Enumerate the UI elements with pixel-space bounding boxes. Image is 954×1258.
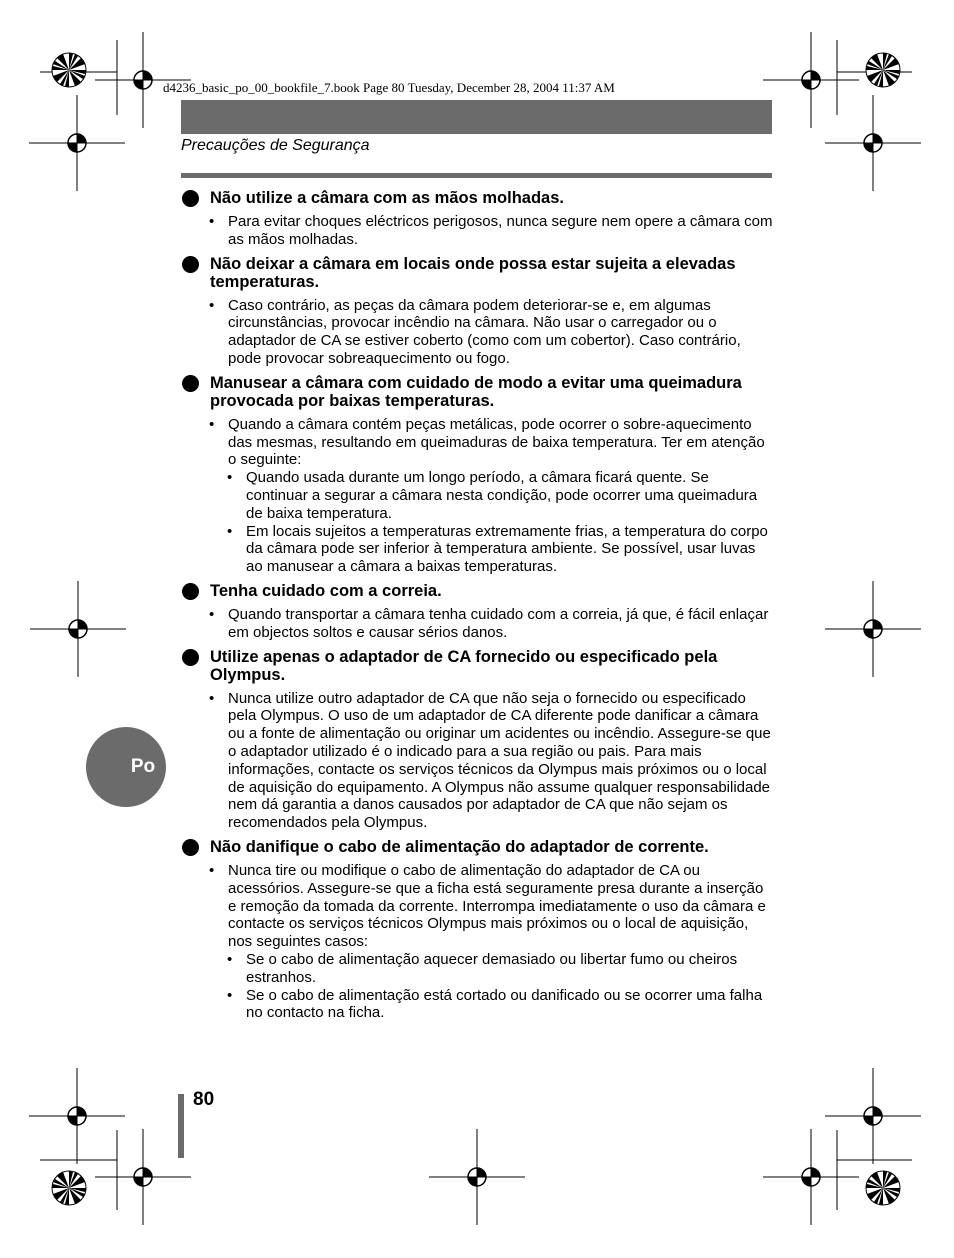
page-title: Precauções de Segurança — [181, 137, 370, 154]
section-heading — [181, 838, 773, 856]
section-heading-text: Não utilize a câmara com as mãos molhadas. — [210, 189, 564, 207]
section-heading-text: Tenha cuidado com a correia. — [210, 581, 442, 600]
sub-list-item-text: Se o cabo de alimentação aquecer demasiado ou libertar fumo ou cheiros estranhos. — [246, 950, 738, 986]
sub-list-item — [181, 987, 773, 1023]
list-item-text: Quando transportar a câmara tenha cuidado com a correia, já que, é fácil enlaçar em objectos soltos e causar sérios danos. — [228, 605, 769, 641]
page-number-bar — [178, 1094, 184, 1158]
section-heading — [181, 582, 773, 600]
list-item-text: Nunca tire ou modifique o cabo de alimentação do adaptador de CA ou acessórios. Assegure-se que a ficha está seguramente presa durante a inserção e remoção da tomada da corrente. Interrompa imediatamente o uso da câmara e contacte os serviços técnicos Olympus mais próximos ou o local de aquisição, nos seguintes casos: — [228, 861, 766, 951]
sub-list-item — [181, 523, 773, 576]
safety-section — [181, 374, 773, 582]
bullet-dot-icon — [182, 583, 199, 600]
bullet-mark-icon: • — [227, 522, 233, 540]
header-rule — [181, 173, 772, 178]
safety-section — [181, 648, 773, 838]
bullet-mark-icon: • — [227, 469, 233, 487]
bullet-mark-icon: • — [227, 950, 233, 968]
bullet-dot-icon — [182, 190, 199, 207]
sub-list-item-text: Quando usada durante um longo período, a câmara ficará quente. Se continuar a segurar a câmara nesta condição, pode ocorrer uma queimadura de baixa temperatura. — [246, 469, 758, 522]
safety-content — [181, 189, 773, 1028]
section-heading-text: Não deixar a câmara em locais onde possa estar sujeita a elevadas temperaturas. — [210, 254, 736, 291]
bullet-dot-icon — [182, 839, 199, 856]
page-number: 80 — [193, 1089, 215, 1110]
bullet-dot-icon — [182, 649, 199, 666]
section-heading — [181, 648, 773, 684]
list-item — [181, 297, 773, 368]
safety-section — [181, 582, 773, 648]
bullet-dot-icon — [182, 256, 199, 273]
section-heading-text: Manusear a câmara com cuidado de modo a evitar uma queimadura provocada por baixas temperaturas. — [210, 373, 742, 410]
bullet-mark-icon: • — [227, 986, 233, 1004]
safety-section — [181, 189, 773, 255]
safety-section — [181, 838, 773, 1028]
bullet-mark-icon: • — [209, 605, 215, 623]
list-item — [181, 416, 773, 469]
book-file-line: d4236_basic_po_00_bookfile_7.book Page 80 Tuesday, December 28, 2004 11:37 AM — [163, 80, 615, 95]
sub-list-item — [181, 951, 773, 987]
bullet-mark-icon: • — [209, 213, 215, 230]
section-heading — [181, 189, 773, 207]
header-bar — [181, 100, 772, 134]
list-item-text: Para evitar choques eléctricos perigosos, nunca segure nem opere a câmara com as mãos molhadas. — [228, 213, 773, 248]
safety-section — [181, 255, 773, 374]
bullet-mark-icon: • — [209, 415, 215, 433]
section-heading — [181, 255, 773, 291]
section-heading — [181, 374, 773, 410]
list-item-text: Caso contrário, as peças da câmara podem deteriorar-se e, em algumas circunstâncias, provocar incêndio na câmara. Não usar o carregador ou o adaptador de CA se estiver coberto (como com um cobertor). Caso contrário, pode provocar sobreaquecimento ou fogo. — [228, 296, 741, 367]
bullet-mark-icon: • — [209, 861, 215, 879]
list-item-text: Quando a câmara contém peças metálicas, pode ocorrer o sobre-aquecimento das mesmas, resultando em queimaduras de baixa temperatura. Ter em atenção o seguinte: — [228, 415, 765, 469]
bullet-mark-icon: • — [209, 296, 215, 314]
list-item — [181, 606, 773, 642]
bullet-dot-icon — [182, 375, 199, 392]
list-item — [181, 862, 773, 951]
section-spacer — [181, 1022, 773, 1028]
sub-list-item-text: Em locais sujeitos a temperaturas extremamente frias, a temperatura do corpo da câmara pode ser inferior à temperatura ambiente. Se possível, usar luvas ao manusear a câmara a baixas temperaturas. — [246, 522, 768, 576]
section-heading-text: Utilize apenas o adaptador de CA fornecido ou especificado pela Olympus. — [210, 647, 718, 684]
language-tab-label: Po — [130, 756, 156, 777]
list-item — [181, 690, 773, 832]
section-heading-text: Não danifique o cabo de alimentação do adaptador de corrente. — [210, 837, 709, 856]
language-tab — [86, 727, 166, 807]
list-item-text: Nunca utilize outro adaptador de CA que não seja o fornecido ou especificado pela Olympus. O uso de um adaptador de CA diferente pode danificar a câmara ou a fonte de alimentação ou originar um acidentes ou incêndio. Assegure-se que o adaptador utilizado é o indicado para a sua região ou pais. Para mais informações, contacte os serviços técnicos da Olympus mais próximos ou o local de aquisição do equipamento. A Olympus não assume qualquer responsabilidade nem dá garantia a danos causados por adaptador de CA que não sejam os recomendados pela Olympus. — [228, 689, 771, 832]
bullet-mark-icon: • — [209, 689, 215, 707]
sub-list-item-text: Se o cabo de alimentação está cortado ou danificado ou se ocorrer uma falha no contacto na ficha. — [246, 986, 763, 1022]
sub-list-item — [181, 469, 773, 522]
list-item — [181, 213, 773, 249]
